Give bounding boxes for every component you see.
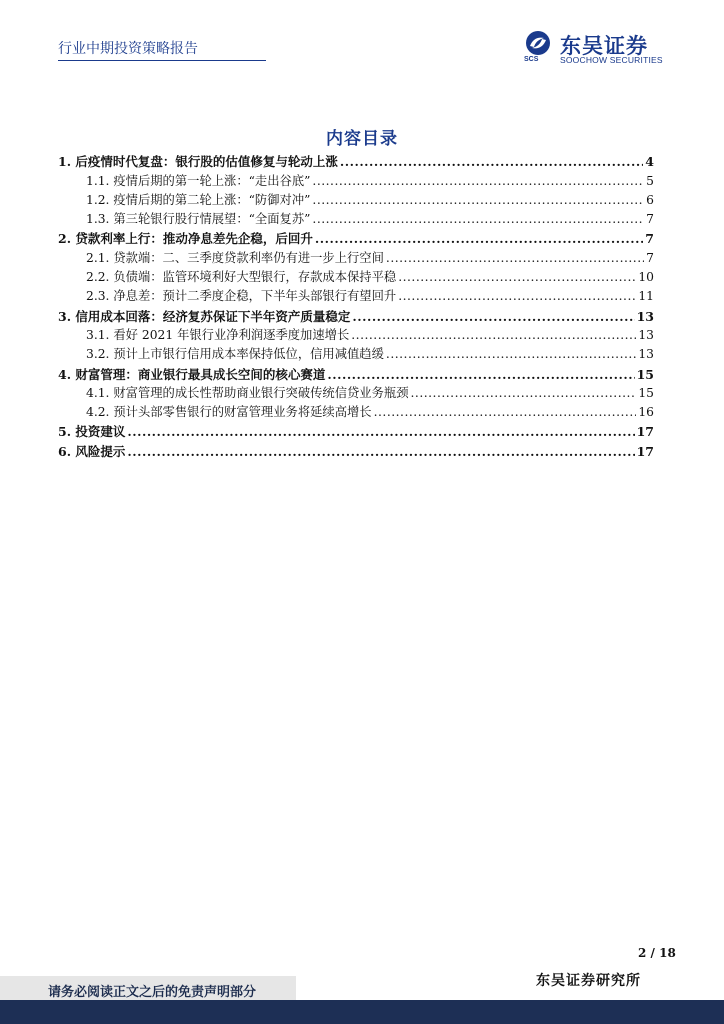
toc-entry-title[interactable]: 6. 风险提示 [58,443,126,459]
toc-entry-page[interactable]: 13 [638,347,654,362]
toc-entry[interactable] [58,362,654,381]
toc-dot-leader [315,231,643,246]
toc-entry-page[interactable]: 4 [645,154,654,170]
toc-entry-page[interactable]: 11 [638,289,654,304]
toc-dot-leader [351,328,636,343]
toc-entry-page[interactable]: 13 [638,327,654,342]
toc-dot-leader [127,444,634,459]
toc-entry-page[interactable]: 7 [645,231,654,247]
logo-name-en: SOOCHOW SECURITIES [560,55,663,65]
toc-entry-title[interactable]: 1. 后疫情时代复盘：银行股的估值修复与轮动上涨 [58,154,338,170]
toc-entry-page[interactable]: 10 [638,270,654,285]
toc-dot-leader [352,309,634,324]
toc-entry-title[interactable]: 4.2. 预计头部零售银行的财富管理业务将延续高增长 [86,405,372,420]
toc-entry[interactable] [58,246,654,265]
toc-dot-leader [340,154,643,169]
toc-dot-leader [398,270,636,285]
toc-entry-page[interactable]: 17 [636,443,654,459]
toc-entry-title[interactable]: 2.3. 净息差：预计二季度企稳，下半年头部银行有望回升 [86,289,397,304]
company-logo [522,30,672,66]
page-number: 2 / 18 [638,946,676,960]
toc-entry-page[interactable]: 5 [646,173,654,188]
toc-entry[interactable] [58,189,654,208]
toc-entry-page[interactable]: 15 [636,366,654,382]
toc-entry-page[interactable]: 7 [646,250,654,265]
toc-entry[interactable] [58,266,654,285]
toc-entry-page[interactable]: 7 [646,212,654,227]
toc-entry[interactable] [58,208,654,227]
toc-entry-title[interactable]: 2.1. 贷款端：二、三季度贷款利率仍有进一步上行空间 [86,250,384,265]
toc-entry[interactable] [58,343,654,362]
report-type-label: 行业中期投资策略报告 [58,41,198,57]
footer-organization: 东吴证券研究所 [536,973,641,989]
footer-bar [0,1000,724,1024]
footer-disclaimer [0,976,296,1000]
table-of-contents [58,150,654,459]
toc-entry-title[interactable]: 1.2. 疫情后期的第二轮上涨：“防御对冲” [86,192,311,207]
toc-entry[interactable] [58,227,654,246]
toc-entry-page[interactable]: 13 [636,308,654,324]
toc-dot-leader [312,174,644,189]
toc-entry-title[interactable]: 5. 投资建议 [58,424,126,440]
toc-dot-leader [312,193,644,208]
toc-entry[interactable] [58,324,654,343]
toc-entry[interactable] [58,285,654,304]
toc-dot-leader [398,289,636,304]
toc-entry-page[interactable]: 6 [646,192,654,207]
toc-dot-leader [327,367,634,382]
logo-abbr: SCS [524,56,539,63]
toc-title: 内容目录 [326,129,398,149]
toc-dot-leader [127,424,634,439]
toc-entry-title[interactable]: 2. 贷款利率上行：推动净息差先企稳，后回升 [58,231,313,247]
toc-entry-title[interactable]: 4.1. 财富管理的成长性帮助商业银行突破传统信贷业务瓶颈 [86,385,409,400]
header-underline [58,60,266,61]
toc-entry-title[interactable]: 1.3. 第三轮银行股行情展望：“全面复苏” [86,212,311,227]
toc-dot-leader [374,405,637,420]
toc-dot-leader [411,386,637,401]
toc-dot-leader [386,251,644,266]
toc-entry[interactable] [58,420,654,439]
toc-entry-title[interactable]: 3. 信用成本回落：经济复苏保证下半年资产质量稳定 [58,308,351,324]
toc-entry[interactable] [58,401,654,420]
toc-entry[interactable] [58,304,654,323]
toc-entry-title[interactable]: 2.2. 负债端：监管环境利好大型银行，存款成本保持平稳 [86,270,397,285]
toc-entry[interactable] [58,150,654,169]
toc-entry-title[interactable]: 3.1. 看好 2021 年银行业净利润逐季度加速增长 [86,327,350,342]
toc-entry[interactable] [58,169,654,188]
toc-entry[interactable] [58,382,654,401]
disclaimer-text: 请务必阅读正文之后的免责声明部分 [48,985,257,1000]
toc-entry-page[interactable]: 16 [638,405,654,420]
toc-entry[interactable] [58,439,654,458]
logo-name-cn: 东吴证券 [560,34,648,58]
toc-dot-leader [386,347,636,362]
toc-entry-title[interactable]: 3.2. 预计上市银行信用成本率保持低位，信用减值趋缓 [86,347,384,362]
toc-entry-title[interactable]: 4. 财富管理：商业银行最具成长空间的核心赛道 [58,366,326,382]
toc-dot-leader [312,212,644,227]
toc-entry-page[interactable]: 17 [636,424,654,440]
toc-entry-page[interactable]: 15 [638,385,654,400]
toc-entry-title[interactable]: 1.1. 疫情后期的第一轮上涨：“走出谷底” [86,173,311,188]
